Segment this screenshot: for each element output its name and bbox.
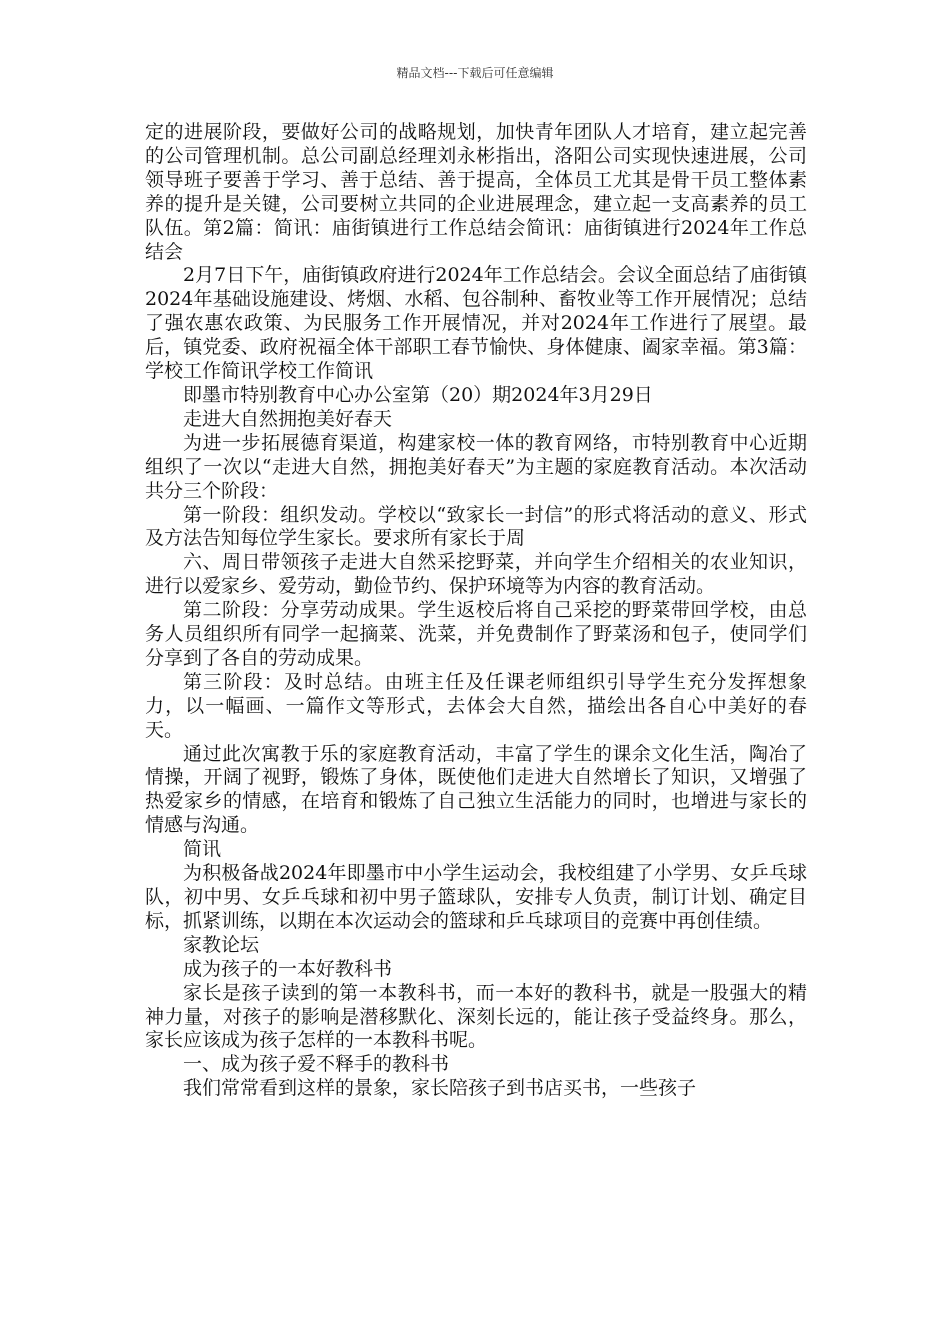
paragraph-4: 走进大自然拥抱美好春天 <box>183 407 393 430</box>
paragraph-10: 通过此次寓教于乐的家庭教育活动，丰富了学生的课余文化生活，陶冶了情操，开阔了视野，锻炼了身体，既使他们走进大自然增长了知识，又增强了热爱家乡的情感，在培育和锻炼了自己独立生活能力的同时，也增进与家长的情感与沟通。 <box>145 742 807 837</box>
paragraph-3: 即墨市特别教育中心办公室第（20）期2024年3月29日 <box>183 383 653 406</box>
page-header: 精品文档---下载后可任意编辑 <box>396 66 554 80</box>
paragraph-6: 第一阶段：组织发动。学校以“致家长一封信”的形式将活动的意义、形式及方法告知每位学生家长。要求所有家长于周 <box>145 503 807 550</box>
paragraph-13: 家教论坛 <box>183 933 260 956</box>
paragraph-15: 家长是孩子读到的第一本教科书，而一本好的教科书，就是一股强大的精神力量，对孩子的影响是潜移默化、深刻长远的，能让孩子受益终身。那么，家长应该成为孩子怎样的一本教科书呢。 <box>145 981 807 1052</box>
paragraph-7: 六、周日带领孩子走进大自然采挖野菜，并向学生介绍相关的农业知识，进行以爱家乡、爱劳动，勤俭节约、保护环境等为内容的教育活动。 <box>145 551 807 598</box>
paragraph-11: 简讯 <box>183 838 222 861</box>
paragraph-16: 一、成为孩子爱不释手的教科书 <box>183 1053 450 1076</box>
paragraph-2: 2月7日下午，庙街镇政府进行2024年工作总结会。会议全面总结了庙街镇2024年基础设施建设、烤烟、水稻、包谷制种、畜牧业等工作开展情况；总结了强农惠农政策、为民服务工作开展情况，并对2024年工作进行了展望。最后，镇党委、政府祝福全体干部职工春节愉快、身体健康、阖家幸福。第3篇：学校工作简讯学校工作简讯 <box>145 264 807 383</box>
paragraph-12: 为积极备战2024年即墨市中小学生运动会，我校组建了小学男、女乒乓球队，初中男、女乒乓球和初中男子篮球队，安排专人负责，制订计划、确定目标，抓紧训练，以期在本次运动会的篮球和乒乓球项目的竞赛中再创佳绩。 <box>145 862 807 932</box>
paragraph-5: 为进一步拓展德育渠道，构建家校一体的教育网络，市特别教育中心近期组织了一次以“走进大自然，拥抱美好春天”为主题的家庭教育活动。本次活动共分三个阶段： <box>145 431 807 502</box>
paragraph-14: 成为孩子的一本好教科书 <box>183 957 393 980</box>
paragraph-17: 我们常常看到这样的景象，家长陪孩子到书店买书，一些孩子 <box>183 1077 697 1100</box>
paragraph-8: 第二阶段：分享劳动成果。学生返校后将自己采挖的野菜带回学校，由总务人员组织所有同学一起摘菜、洗菜，并免费制作了野菜汤和包子，使同学们分享到了各自的劳动成果。 <box>145 599 807 669</box>
document-body <box>145 121 807 1101</box>
paragraph-1: 定的进展阶段，要做好公司的战略规划，加快青年团队人才培育，建立起完善的公司管理机制。总公司副总经理刘永彬指出，洛阳公司实现快速进展，公司领导班子要善于学习、善于总结、善于提高，全体员工尤其是骨干员工整体素养的提升是关键，公司要树立共同的企业进展理念，建立起一支高素养的员工队伍。第2篇：简讯：庙街镇进行工作总结会简讯：庙街镇进行2024年工作总结会 <box>145 121 807 263</box>
paragraph-9: 第三阶段：及时总结。由班主任及任课老师组织引导学生充分发挥想象力，以一幅画、一篇作文等形式，去体会大自然，描绘出各自心中美好的春天。 <box>145 670 807 741</box>
